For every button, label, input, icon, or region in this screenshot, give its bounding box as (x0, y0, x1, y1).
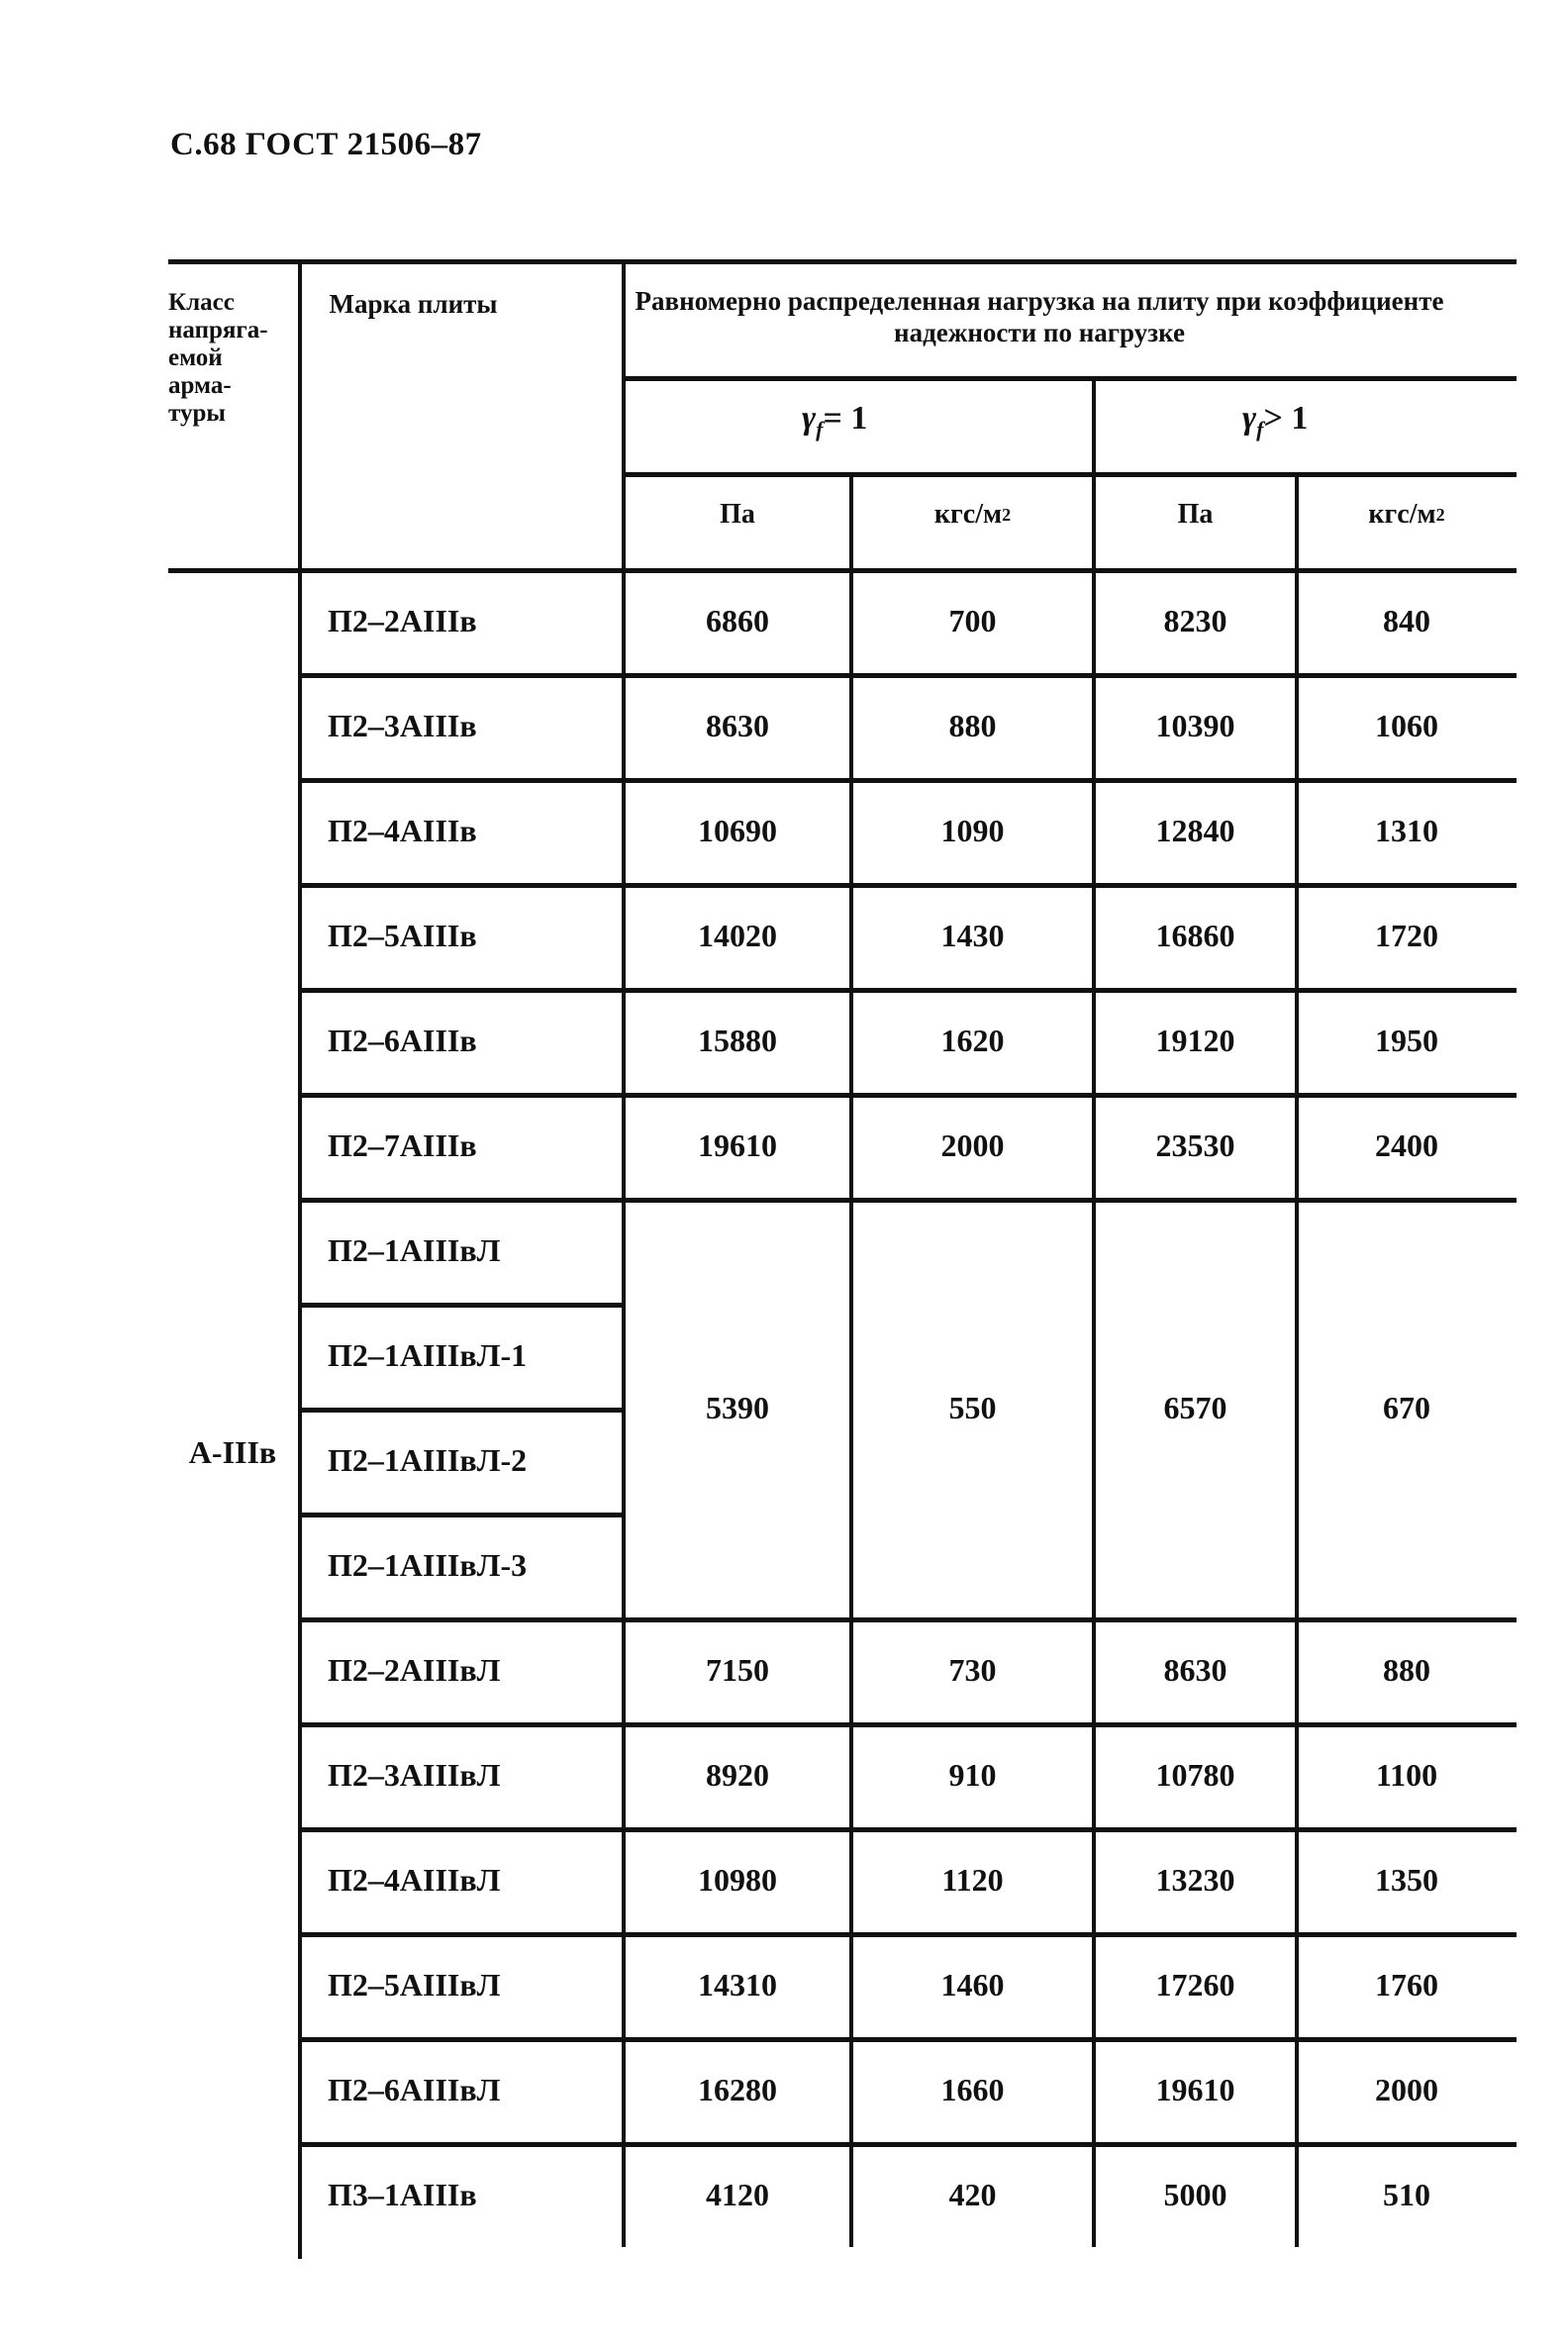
value-pa-gamma2: 23530 (1155, 1126, 1235, 1163)
value-pa-gamma2: 6570 (1163, 1389, 1227, 1425)
value-pa-gamma1: 14310 (698, 1966, 777, 2003)
header-divider-units (624, 472, 1517, 477)
mark-cell: П2–4АIIIв (328, 812, 477, 848)
value-pa-gamma2: 16860 (1155, 917, 1235, 953)
header-divider-gamma (624, 376, 1517, 381)
value-pa-gamma1: 8920 (706, 1756, 769, 1793)
value-kgs-gamma1: 1460 (940, 1966, 1005, 2003)
value-kgs-gamma1: 1120 (941, 1861, 1004, 1898)
value-pa-gamma2: 10390 (1155, 707, 1235, 743)
gamma-gt-1: $\gamma_f> 1$ (1242, 400, 1309, 441)
value-pa-gamma2: 13230 (1155, 1861, 1235, 1898)
value-kgs-gamma2: 880 (1383, 1651, 1430, 1688)
value-pa-gamma1: 15880 (698, 1022, 777, 1058)
value-kgs-gamma2: 1950 (1375, 1022, 1438, 1058)
mark-cell: П2–1АIIIвЛ-1 (328, 1336, 528, 1373)
unit-kgs-2: кгс/м 2 (1368, 499, 1445, 530)
mark-cell: П2–1АIIIвЛ-3 (328, 1546, 528, 1583)
value-pa-gamma1: 14020 (698, 917, 777, 953)
mark-cell: П2–6АIIIвЛ (328, 2071, 501, 2107)
value-kgs-gamma2: 1060 (1375, 707, 1438, 743)
mark-cell: П2–1АIIIвЛ (328, 1231, 501, 1268)
value-kgs-gamma1: 910 (948, 1756, 997, 1793)
column-divider-gamma2 (1092, 376, 1096, 2247)
sub-row-divider (300, 1513, 624, 1517)
mark-cell: П2–7АIIIв (328, 1126, 477, 1163)
value-kgs-gamma2: 670 (1383, 1389, 1430, 1425)
value-pa-gamma1: 8630 (706, 707, 769, 743)
header-mark: Марка плиты (329, 289, 498, 319)
value-kgs-gamma1: 700 (948, 602, 997, 638)
value-kgs-gamma2: 1720 (1375, 917, 1438, 953)
value-kgs-gamma2: 1100 (1375, 1756, 1438, 1793)
value-pa-gamma2: 19610 (1155, 2071, 1235, 2107)
header-class: Класс напряга- емой арма- туры (168, 289, 268, 427)
value-pa-gamma1: 16280 (698, 2071, 777, 2107)
value-pa-gamma2: 17260 (1155, 1966, 1235, 2003)
value-kgs-gamma1: 550 (948, 1389, 997, 1425)
mark-cell: П2–3АIIIв (328, 707, 477, 743)
mark-cell: П2–4АIIIвЛ (328, 1861, 501, 1898)
value-pa-gamma2: 12840 (1155, 812, 1235, 848)
value-pa-gamma2: 5000 (1163, 2176, 1227, 2212)
value-pa-gamma2: 8630 (1163, 1651, 1227, 1688)
mark-cell: П2–2АIIIв (328, 602, 477, 638)
gamma-eq-1: $\gamma_f= 1$ (802, 400, 868, 441)
value-pa-gamma1: 19610 (698, 1126, 777, 1163)
value-kgs-gamma1: 730 (948, 1651, 997, 1688)
load-table (168, 259, 1517, 2287)
value-pa-gamma1: 7150 (706, 1651, 769, 1688)
mark-cell: П2–2АIIIвЛ (328, 1651, 501, 1688)
unit-pa-1: Па (720, 499, 755, 530)
value-kgs-gamma2: 840 (1383, 602, 1430, 638)
unit-kgs-1: кгс/м 2 (933, 499, 1012, 530)
value-pa-gamma1: 6860 (706, 602, 769, 638)
mark-cell: П2–5АIIIв (328, 917, 477, 953)
value-pa-gamma2: 8230 (1163, 602, 1227, 638)
value-pa-gamma2: 19120 (1155, 1022, 1235, 1058)
value-pa-gamma1: 10690 (698, 812, 777, 848)
column-divider-class (298, 259, 302, 2259)
value-kgs-gamma2: 2400 (1375, 1126, 1438, 1163)
value-kgs-gamma1: 880 (948, 707, 997, 743)
value-kgs-gamma2: 510 (1383, 2176, 1430, 2212)
value-kgs-gamma1: 1090 (940, 812, 1005, 848)
value-kgs-gamma2: 1760 (1375, 1966, 1438, 2003)
value-kgs-gamma1: 1430 (940, 917, 1005, 953)
value-pa-gamma2: 10780 (1155, 1756, 1235, 1793)
header-load: Равномерно распределенная нагрузка на плиту при коэффициенте надежности по нагрузке (635, 286, 1444, 347)
value-pa-gamma1: 10980 (698, 1861, 777, 1898)
value-kgs-gamma1: 420 (948, 2176, 997, 2212)
column-divider-kgs1 (849, 472, 853, 2247)
class-value: А-IIIв (188, 1433, 277, 1470)
mark-cell: П2–5АIIIвЛ (328, 1966, 501, 2003)
unit-pa-2: Па (1177, 499, 1214, 530)
value-kgs-gamma1: 1660 (940, 2071, 1005, 2107)
mark-cell: П2–6АIIIв (328, 1022, 477, 1058)
value-kgs-gamma1: 1620 (940, 1022, 1005, 1058)
value-kgs-gamma2: 2000 (1375, 2071, 1438, 2107)
value-pa-gamma1: 5390 (706, 1389, 769, 1425)
value-kgs-gamma2: 1310 (1375, 812, 1438, 848)
value-kgs-gamma1: 2000 (940, 1126, 1005, 1163)
mark-cell: П3–1АIIIв (328, 2176, 477, 2212)
mark-cell: П2–1АIIIвЛ-2 (328, 1441, 528, 1478)
column-divider-kgs2 (1295, 472, 1299, 2247)
sub-row-divider (300, 1303, 624, 1308)
mark-cell: П2–3АIIIвЛ (328, 1756, 501, 1793)
column-divider-mark (622, 259, 626, 2247)
value-kgs-gamma2: 1350 (1375, 1861, 1438, 1898)
value-pa-gamma1: 4120 (706, 2176, 769, 2212)
page-header: С.68 ГОСТ 21506–87 (170, 127, 482, 162)
sub-row-divider (300, 1408, 624, 1413)
table-top-border (168, 259, 1517, 264)
